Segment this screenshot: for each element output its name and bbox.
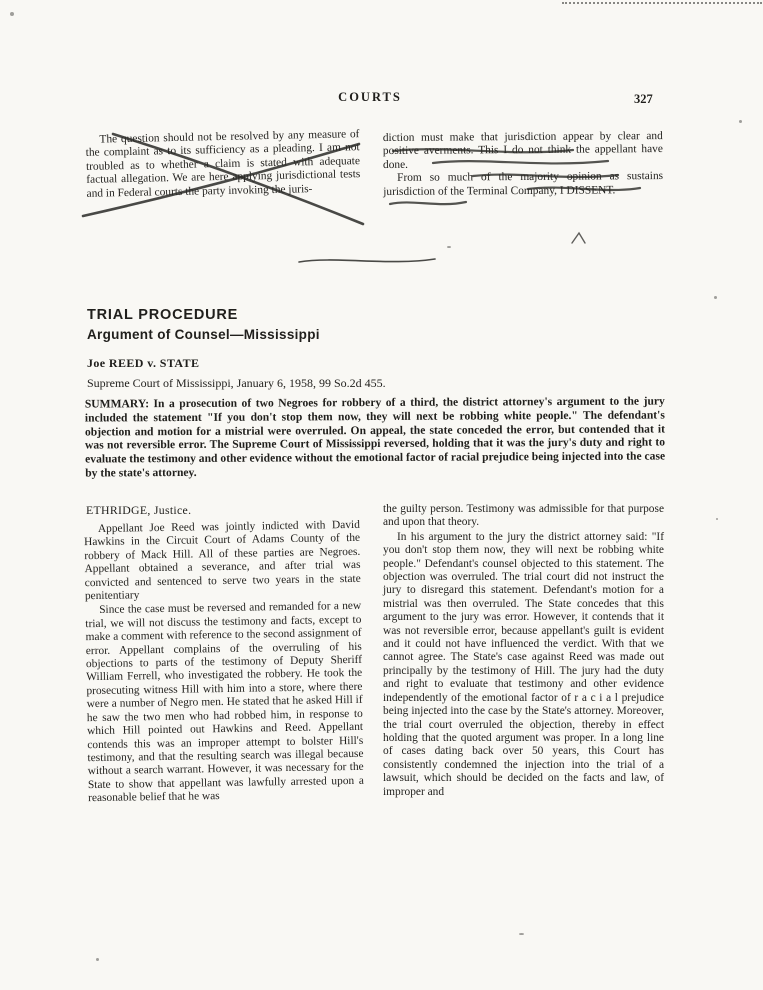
opinion-right-column <box>383 503 664 799</box>
section-title: TRIAL PROCEDURE <box>87 307 239 323</box>
prior-opinion-right-paragraph-1: diction must make that jurisdiction appear by clear and positive averments. This I do not think the appellant have done. <box>382 130 663 171</box>
scan-speck <box>714 296 717 299</box>
scan-speck <box>716 518 718 520</box>
page-number: 327 <box>634 92 653 106</box>
prior-opinion-left-column <box>85 128 360 201</box>
case-name: Joe REED v. STATE <box>87 356 200 370</box>
case-summary: SUMMARY: In a prosecution of two Negroes for robbery of a third, the district attorney's argument to the jury included the statement "If you don't stop them now, they will next be robbing white people." The defendant's objection and motion for a mistrial were overruled. On appeal, the state conceded the error, but contended that it was not reversible error. The Supreme Court of Mississippi reversed, holding that it was the jury's duty and right to evaluate the testimony and other evidence without the emotional factor of racial prejudice being injected into the case by the state's attorney. <box>84 394 666 480</box>
scan-speck <box>96 958 99 961</box>
section-subtitle: Argument of Counsel—Mississippi <box>87 327 320 342</box>
justice-byline: ETHRIDGE, Justice. <box>86 503 192 517</box>
court-citation-line: Supreme Court of Mississippi, January 6, 1958, 99 So.2d 455. <box>87 376 386 390</box>
opinion-left-column <box>84 519 364 806</box>
opinion-paragraph: In his argument to the jury the district attorney said: "If you don't stop them now, they will next be robbing white people." Defendant's counsel objected to this statement. The objection was overruled. The trial court did not instruct the jury to disregard this statement. Defendant's motion for a mistrial was then overruled. The State concedes that this argument to the jury was error. However, it contends that it was not reversible error, because appellant's guilt is evident and it could not have influenced the verdict. With that we cannot agree. The State's case against Reed was made out principally by the testimony of Hill. The jury had the duty and right to evaluate that testimony and other evidence independently of the emotional factor of r a c i a l prejudice being injected into the case by the State's attorney. Moreover, the trial court overruled the objection, thereby in effect holding that the quoted argument was proper. In a long line of cases dating back over 50 years, this Court has consistently condemned the injection into the trial of a lawsuit, which should be decided on the facts and law, of improper and <box>383 530 664 798</box>
scan-speck <box>10 12 14 16</box>
prior-opinion-left-paragraph: The question should not be resolved by any measure of the complaint as to its sufficiency as a pleading. I am not troubled as to whether a claim is stated with adequate factual allegation. We are here applying jurisdictional tests and in Federal courts the party invoking the juris- <box>85 128 361 200</box>
running-head: COURTS <box>338 90 402 104</box>
scan-speck <box>447 246 451 248</box>
opinion-paragraph: Since the case must be reversed and remanded for a new trial, we will not discuss the testimony and facts, except to make a comment with reference to the second assignment of error. Appellant complains of the overruling of his objections to parts of the testimony of Deputy Sheriff William Ferrell, who investigated the robbery. He took the prosecuting witness Hill with him into a store, where there were a number of Negro men. He stated that he asked Hill if he saw the two men who had robbed him, in response to which Hill pointed out Hawkins and Reed. Appellant contends this was an improper attempt to bolster Hill's testimony, and that the resulting search was illegal because without a search warrant. However, it was necessary for the State to show that appellant was lawfully arrested upon a reasonable belief that he was <box>85 600 364 805</box>
opinion-paragraph: the guilty person. Testimony was admissible for that purpose and upon that theory. <box>383 503 664 529</box>
caret-mark <box>570 230 588 246</box>
opinion-paragraph: Appellant Joe Reed was jointly indicted with David Hawkins in the Circuit Court of Adams County of the robbery of Mack Hill. All of these parties are Negroes. Appellant obtained a severance, and after trial was convicted and sentenced to serve two years in the state penitentiary <box>84 518 361 603</box>
scan-speck <box>519 933 524 935</box>
prior-opinion-right-paragraph-2: From so much of the majority opinion as sustains jurisdiction of the Terminal Company, I DISSENT. <box>383 170 664 198</box>
perforation-dots <box>562 2 762 4</box>
scan-speck <box>739 120 742 123</box>
section-divider-line <box>295 252 440 270</box>
prior-opinion-right-column <box>383 130 663 199</box>
